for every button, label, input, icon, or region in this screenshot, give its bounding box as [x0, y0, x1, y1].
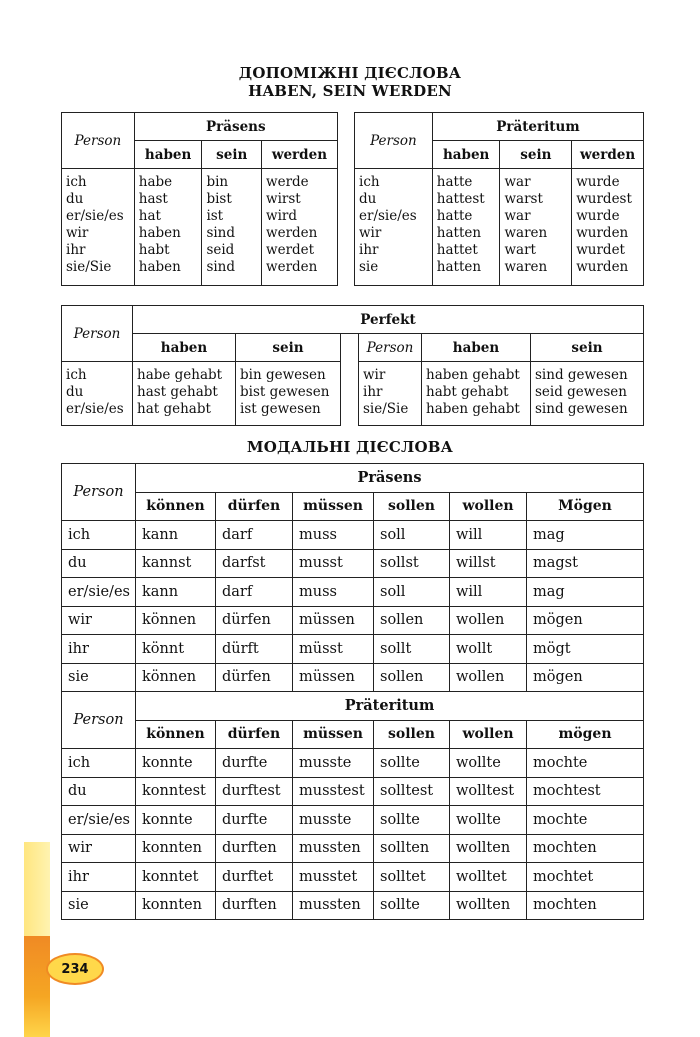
verb-cell: solltet [374, 863, 450, 892]
col-moegen: mögen [527, 720, 644, 749]
person-cell: ihr [62, 635, 136, 664]
verb-cell: sollen [374, 606, 450, 635]
page-margin-accent [24, 936, 50, 1037]
aux-table [61, 112, 644, 286]
verb-cell: mögen [527, 663, 644, 692]
col-sein: sein [531, 334, 644, 362]
person-cell: ihr [62, 863, 136, 892]
person-header: Person [62, 306, 133, 362]
verb-cell: konnten [136, 891, 216, 920]
perfekt-right-haben: haben gehabt habt gehabt haben gehabt [422, 362, 531, 426]
table-gap [337, 113, 354, 286]
col-koennen: können [136, 720, 216, 749]
verb-cell: soll [374, 521, 450, 550]
auxiliary-title-line2: HABEN, SEIN WERDEN [248, 82, 452, 100]
verb-cell: durftest [216, 777, 293, 806]
person-cell: wir [62, 606, 136, 635]
aux-praesens-sein: bin bist ist sind seid sind [202, 169, 262, 286]
table-row [62, 777, 644, 806]
verb-cell: müsst [293, 635, 374, 664]
perfekt-left-persons: ich du er/sie/es [62, 362, 133, 426]
verb-cell: mussten [293, 891, 374, 920]
verb-cell: konnte [136, 806, 216, 835]
person-cell: wir [62, 834, 136, 863]
verb-cell: dürfen [216, 606, 293, 635]
perfekt-right-sein: sind gewesen seid gewesen sind gewesen [531, 362, 644, 426]
verb-cell: wollen [450, 606, 527, 635]
verb-cell: dürfen [216, 663, 293, 692]
aux-praeteritum-persons: ich du er/sie/es wir ihr sie [355, 169, 433, 286]
col-koennen: können [136, 492, 216, 521]
verb-cell: mussten [293, 834, 374, 863]
verb-cell: mag [527, 578, 644, 607]
verb-cell: kann [136, 521, 216, 550]
verb-cell: sollt [374, 635, 450, 664]
verb-cell: solltest [374, 777, 450, 806]
verb-cell: durften [216, 891, 293, 920]
perfekt-right-persons: wir ihr sie/Sie [359, 362, 422, 426]
col-haben: haben [133, 334, 236, 362]
verb-cell: sollte [374, 891, 450, 920]
verb-cell: willst [450, 549, 527, 578]
verb-cell: musstet [293, 863, 374, 892]
verb-cell: wolltet [450, 863, 527, 892]
person-cell: er/sie/es [62, 806, 136, 835]
col-werden: werden [262, 141, 338, 169]
verb-cell: konntet [136, 863, 216, 892]
person-cell: du [62, 777, 136, 806]
col-werden: werden [572, 141, 644, 169]
modal-table [61, 463, 644, 920]
verb-cell: wollten [450, 891, 527, 920]
verb-cell: sollte [374, 806, 450, 835]
col-muessen: müssen [293, 720, 374, 749]
person-cell: sie [62, 891, 136, 920]
verb-cell: mögen [527, 606, 644, 635]
col-moegen: Mögen [527, 492, 644, 521]
page-number: 234 [46, 953, 104, 985]
modal-praesens-header: Präsens [136, 464, 644, 493]
person-header: Person [62, 692, 136, 749]
table-row [62, 749, 644, 778]
verb-cell: dürft [216, 635, 293, 664]
col-sollen: sollen [374, 492, 450, 521]
verb-cell: konnten [136, 834, 216, 863]
perfekt-header: Perfekt [133, 306, 644, 334]
col-sein: sein [500, 141, 572, 169]
table-row [62, 578, 644, 607]
verb-cell: sollen [374, 663, 450, 692]
aux-praesens-header: Präsens [134, 113, 337, 141]
verb-cell: mögt [527, 635, 644, 664]
verb-cell: wollte [450, 749, 527, 778]
table-row [62, 549, 644, 578]
person-cell: ich [62, 521, 136, 550]
table-row [62, 863, 644, 892]
verb-cell: durften [216, 834, 293, 863]
verb-cell: musst [293, 549, 374, 578]
verb-cell: mochtet [527, 863, 644, 892]
verb-cell: darfst [216, 549, 293, 578]
verb-cell: wollen [450, 663, 527, 692]
col-sein: sein [236, 334, 341, 362]
aux-praeteritum-haben: hatte hattest hatte hatten hattet hatten [432, 169, 500, 286]
col-duerfen: dürfen [216, 720, 293, 749]
verb-cell: will [450, 578, 527, 607]
verb-cell: mochten [527, 834, 644, 863]
verb-cell: durfte [216, 806, 293, 835]
verb-cell: mochten [527, 891, 644, 920]
table-row [62, 806, 644, 835]
person-cell: sie [62, 663, 136, 692]
verb-cell: mochte [527, 749, 644, 778]
verb-cell: sollst [374, 549, 450, 578]
aux-praesens-werden: werde wirst wird werden werdet werden [262, 169, 338, 286]
col-haben: haben [422, 334, 531, 362]
perfekt-left-haben: habe gehabt hast gehabt hat gehabt [133, 362, 236, 426]
aux-praeteritum-sein: war warst war waren wart waren [500, 169, 572, 286]
aux-praesens-haben: habe hast hat haben habt haben [134, 169, 202, 286]
col-wollen: wollen [450, 492, 527, 521]
aux-praeteritum-header: Präteritum [432, 113, 643, 141]
verb-cell: müssen [293, 606, 374, 635]
verb-cell: wolltest [450, 777, 527, 806]
modal-praeteritum-header: Präteritum [136, 692, 644, 721]
col-sollen: sollen [374, 720, 450, 749]
verb-cell: könnt [136, 635, 216, 664]
table-row [62, 663, 644, 692]
table-row [62, 521, 644, 550]
verb-cell: wollt [450, 635, 527, 664]
verb-cell: können [136, 663, 216, 692]
table-row [62, 891, 644, 920]
verb-cell: durfte [216, 749, 293, 778]
person-cell: er/sie/es [62, 578, 136, 607]
col-haben: haben [134, 141, 202, 169]
col-sein: sein [202, 141, 262, 169]
verb-cell: können [136, 606, 216, 635]
verb-cell: sollte [374, 749, 450, 778]
verb-cell: kann [136, 578, 216, 607]
verb-cell: müssen [293, 663, 374, 692]
verb-cell: wollten [450, 834, 527, 863]
verb-cell: magst [527, 549, 644, 578]
col-haben: haben [432, 141, 500, 169]
person-header: Person [355, 113, 433, 169]
verb-cell: durftet [216, 863, 293, 892]
verb-cell: musste [293, 749, 374, 778]
modal-title: МОДАЛЬНІ ДІЄСЛОВА [246, 438, 454, 456]
verb-cell: sollten [374, 834, 450, 863]
table-row [62, 606, 644, 635]
perfekt-left-sein: bin gewesen bist gewesen ist gewesen [236, 362, 341, 426]
person-cell: ich [62, 749, 136, 778]
verb-cell: will [450, 521, 527, 550]
verb-cell: kannst [136, 549, 216, 578]
verb-cell: mochte [527, 806, 644, 835]
table-gap [341, 334, 359, 426]
verb-cell: darf [216, 578, 293, 607]
verb-cell: soll [374, 578, 450, 607]
verb-cell: musstest [293, 777, 374, 806]
verb-cell: mag [527, 521, 644, 550]
col-wollen: wollen [450, 720, 527, 749]
verb-cell: konnte [136, 749, 216, 778]
col-duerfen: dürfen [216, 492, 293, 521]
verb-cell: musste [293, 806, 374, 835]
aux-praeteritum-werden: wurde wurdest wurde wurden wurdet wurden [572, 169, 644, 286]
aux-praesens-persons: ich du er/sie/es wir ihr sie/Sie [62, 169, 135, 286]
verb-cell: wollte [450, 806, 527, 835]
verb-cell: konntest [136, 777, 216, 806]
table-row [62, 635, 644, 664]
col-muessen: müssen [293, 492, 374, 521]
table-row [62, 834, 644, 863]
verb-cell: mochtest [527, 777, 644, 806]
verb-cell: darf [216, 521, 293, 550]
auxiliary-title-line1: ДОПОМІЖНІ ДІЄСЛОВА [238, 64, 462, 82]
verb-cell: muss [293, 521, 374, 550]
verb-cell: muss [293, 578, 374, 607]
person-cell: du [62, 549, 136, 578]
person-header: Person [359, 334, 422, 362]
perfekt-table [61, 305, 644, 426]
person-header: Person [62, 464, 136, 521]
person-header: Person [62, 113, 135, 169]
